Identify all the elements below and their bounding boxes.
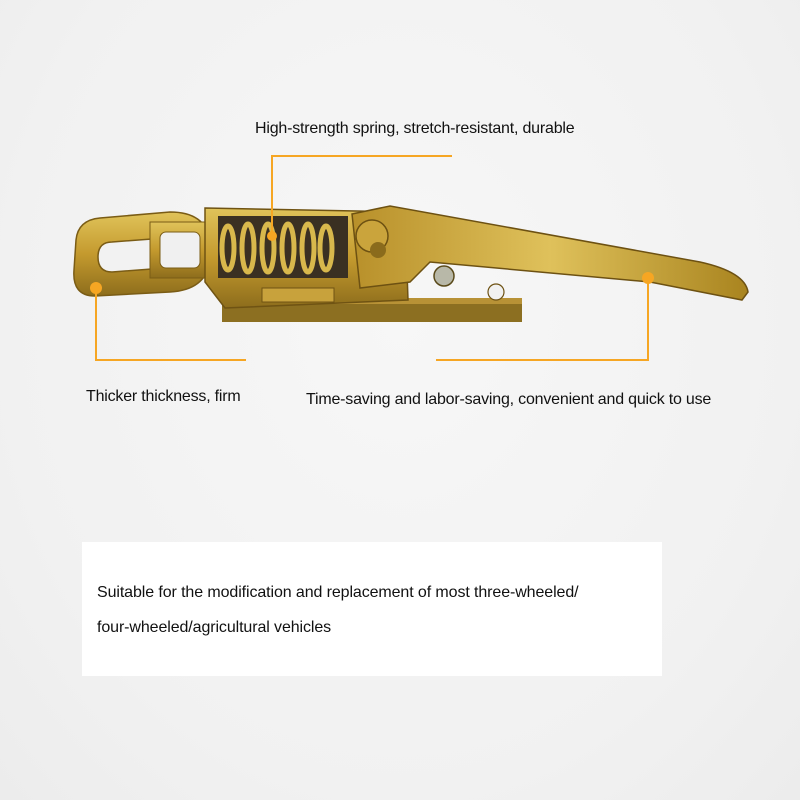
callout-usage: Time-saving and labor-saving, convenient and quick to use xyxy=(306,391,712,408)
lever xyxy=(352,206,748,300)
caption-line-2: four-wheeled/agricultural vehicles xyxy=(97,619,332,636)
caption-box xyxy=(82,542,662,676)
callout-spring: High-strength spring, stretch-resistant, durable xyxy=(255,120,575,137)
callout-thickness: Thicker thickness, firm xyxy=(86,388,241,405)
caption-line-1: Suitable for the modification and replacement of most three-wheeled/ xyxy=(97,584,579,601)
